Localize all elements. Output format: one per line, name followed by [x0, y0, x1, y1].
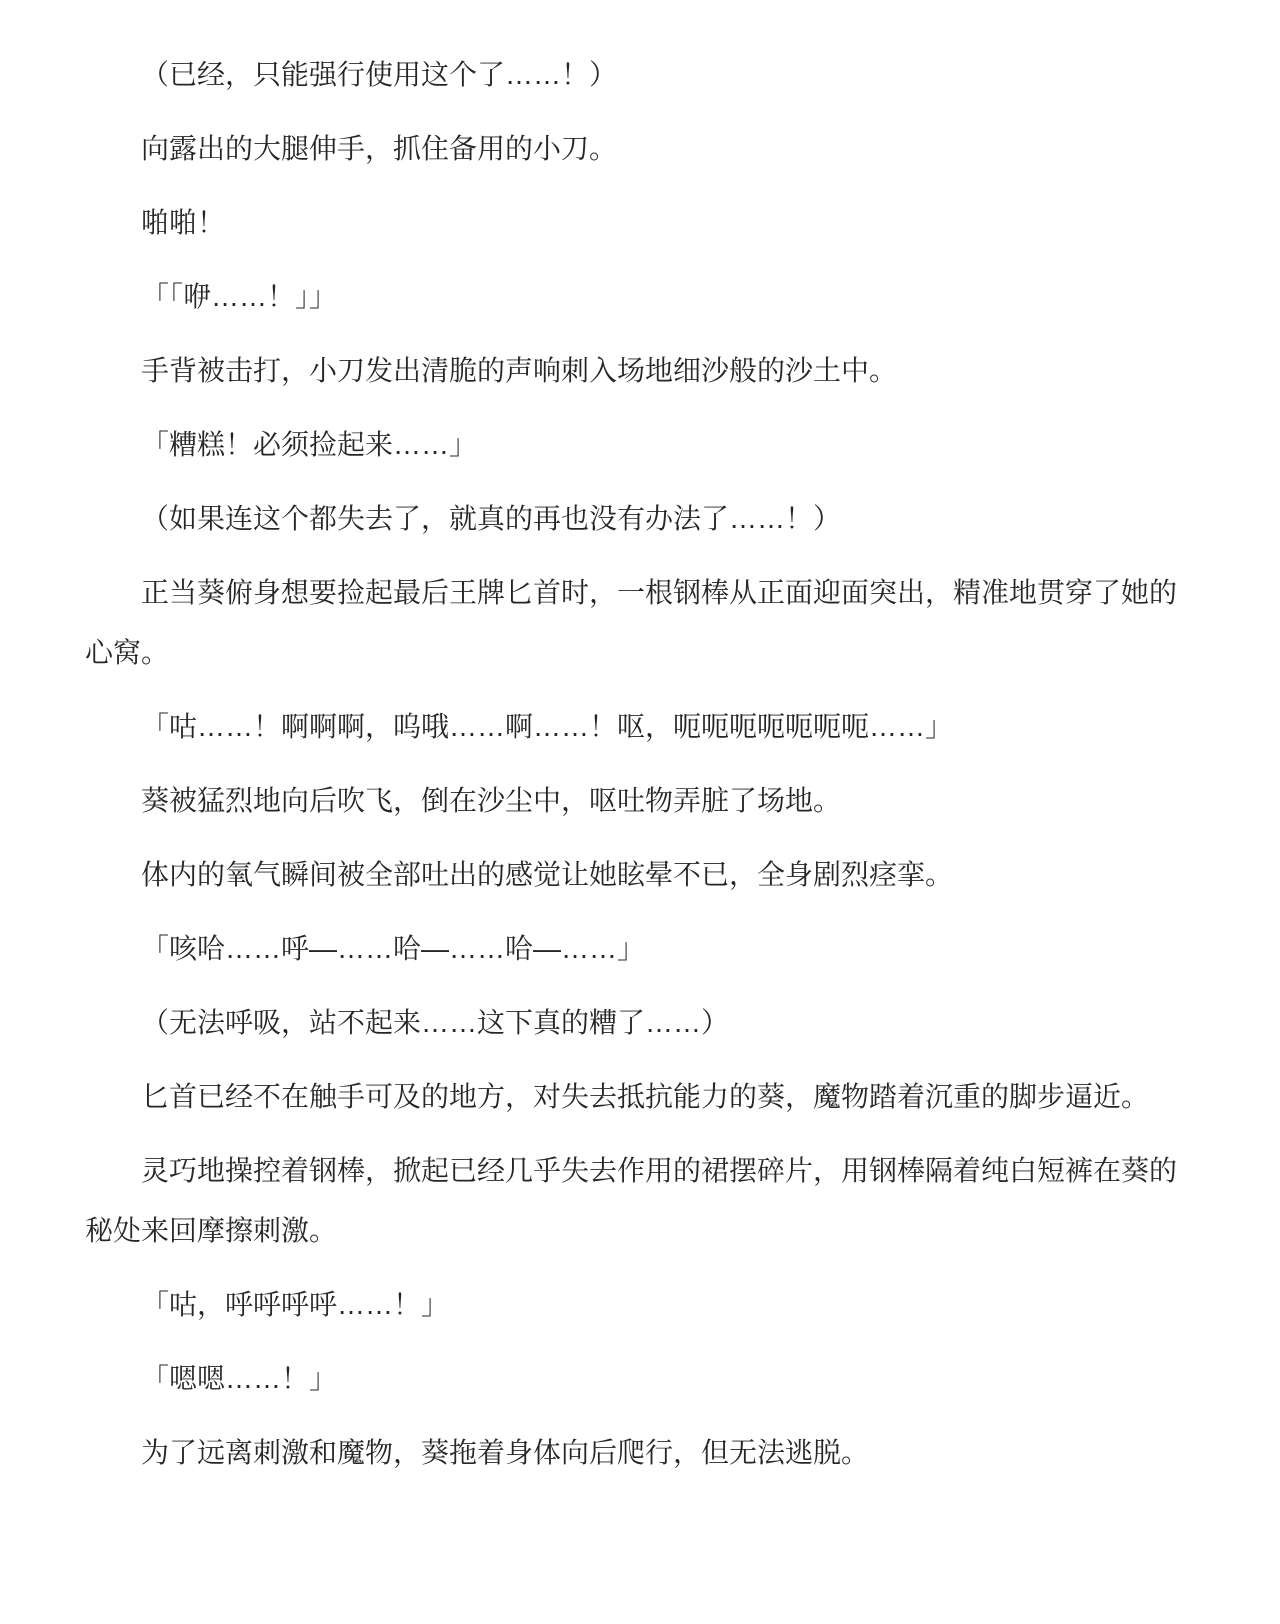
paragraph: 「嗯嗯……！」: [141, 1363, 338, 1394]
paragraph: 灵巧地操控着钢棒，掀起已经几乎失去作用的裙摆碎片，用钢棒隔着纯白短裤在葵的秘处来回摩擦刺激。: [85, 1155, 1178, 1246]
paragraph: 「咕……！啊啊啊，呜哦……啊……！呕，呃呃呃呃呃呃呃……」: [141, 711, 954, 742]
paragraph: （已经，只能强行使用这个了……！）: [141, 59, 618, 90]
paragraph: （如果连这个都失去了，就真的再也没有办法了……！）: [141, 503, 842, 534]
paragraph: 葵被猛烈地向后吹飞，倒在沙尘中，呕吐物弄脏了场地。: [141, 785, 842, 816]
paragraph: 「「咿……！」」: [141, 281, 338, 312]
paragraph: （无法呼吸，站不起来……这下真的糟了……）: [141, 1007, 730, 1038]
paragraph: 「糟糕！必须捡起来……」: [141, 429, 478, 460]
paragraph: 「咕，呼呼呼呼……！」: [141, 1289, 450, 1320]
paragraph: 向露出的大腿伸手，抓住备用的小刀。: [141, 133, 618, 164]
paragraph: 「咳哈……呼—……哈—……哈—……」: [141, 933, 646, 964]
novel-text-body: [85, 45, 1193, 1483]
paragraph: 手背被击打，小刀发出清脆的声响刺入场地细沙般的沙土中。: [141, 355, 898, 386]
paragraph: 体内的氧气瞬间被全部吐出的感觉让她眩晕不已，全身剧烈痉挛。: [141, 859, 954, 890]
paragraph: 为了远离刺激和魔物，葵拖着身体向后爬行，但无法逃脱。: [141, 1437, 870, 1468]
paragraph: 匕首已经不在触手可及的地方，对失去抵抗能力的葵，魔物踏着沉重的脚步逼近。: [141, 1081, 1150, 1112]
paragraph: 正当葵俯身想要捡起最后王牌匕首时，一根钢棒从正面迎面突出，精准地贯穿了她的心窝。: [85, 577, 1178, 668]
paragraph: 啪啪！: [141, 207, 226, 238]
